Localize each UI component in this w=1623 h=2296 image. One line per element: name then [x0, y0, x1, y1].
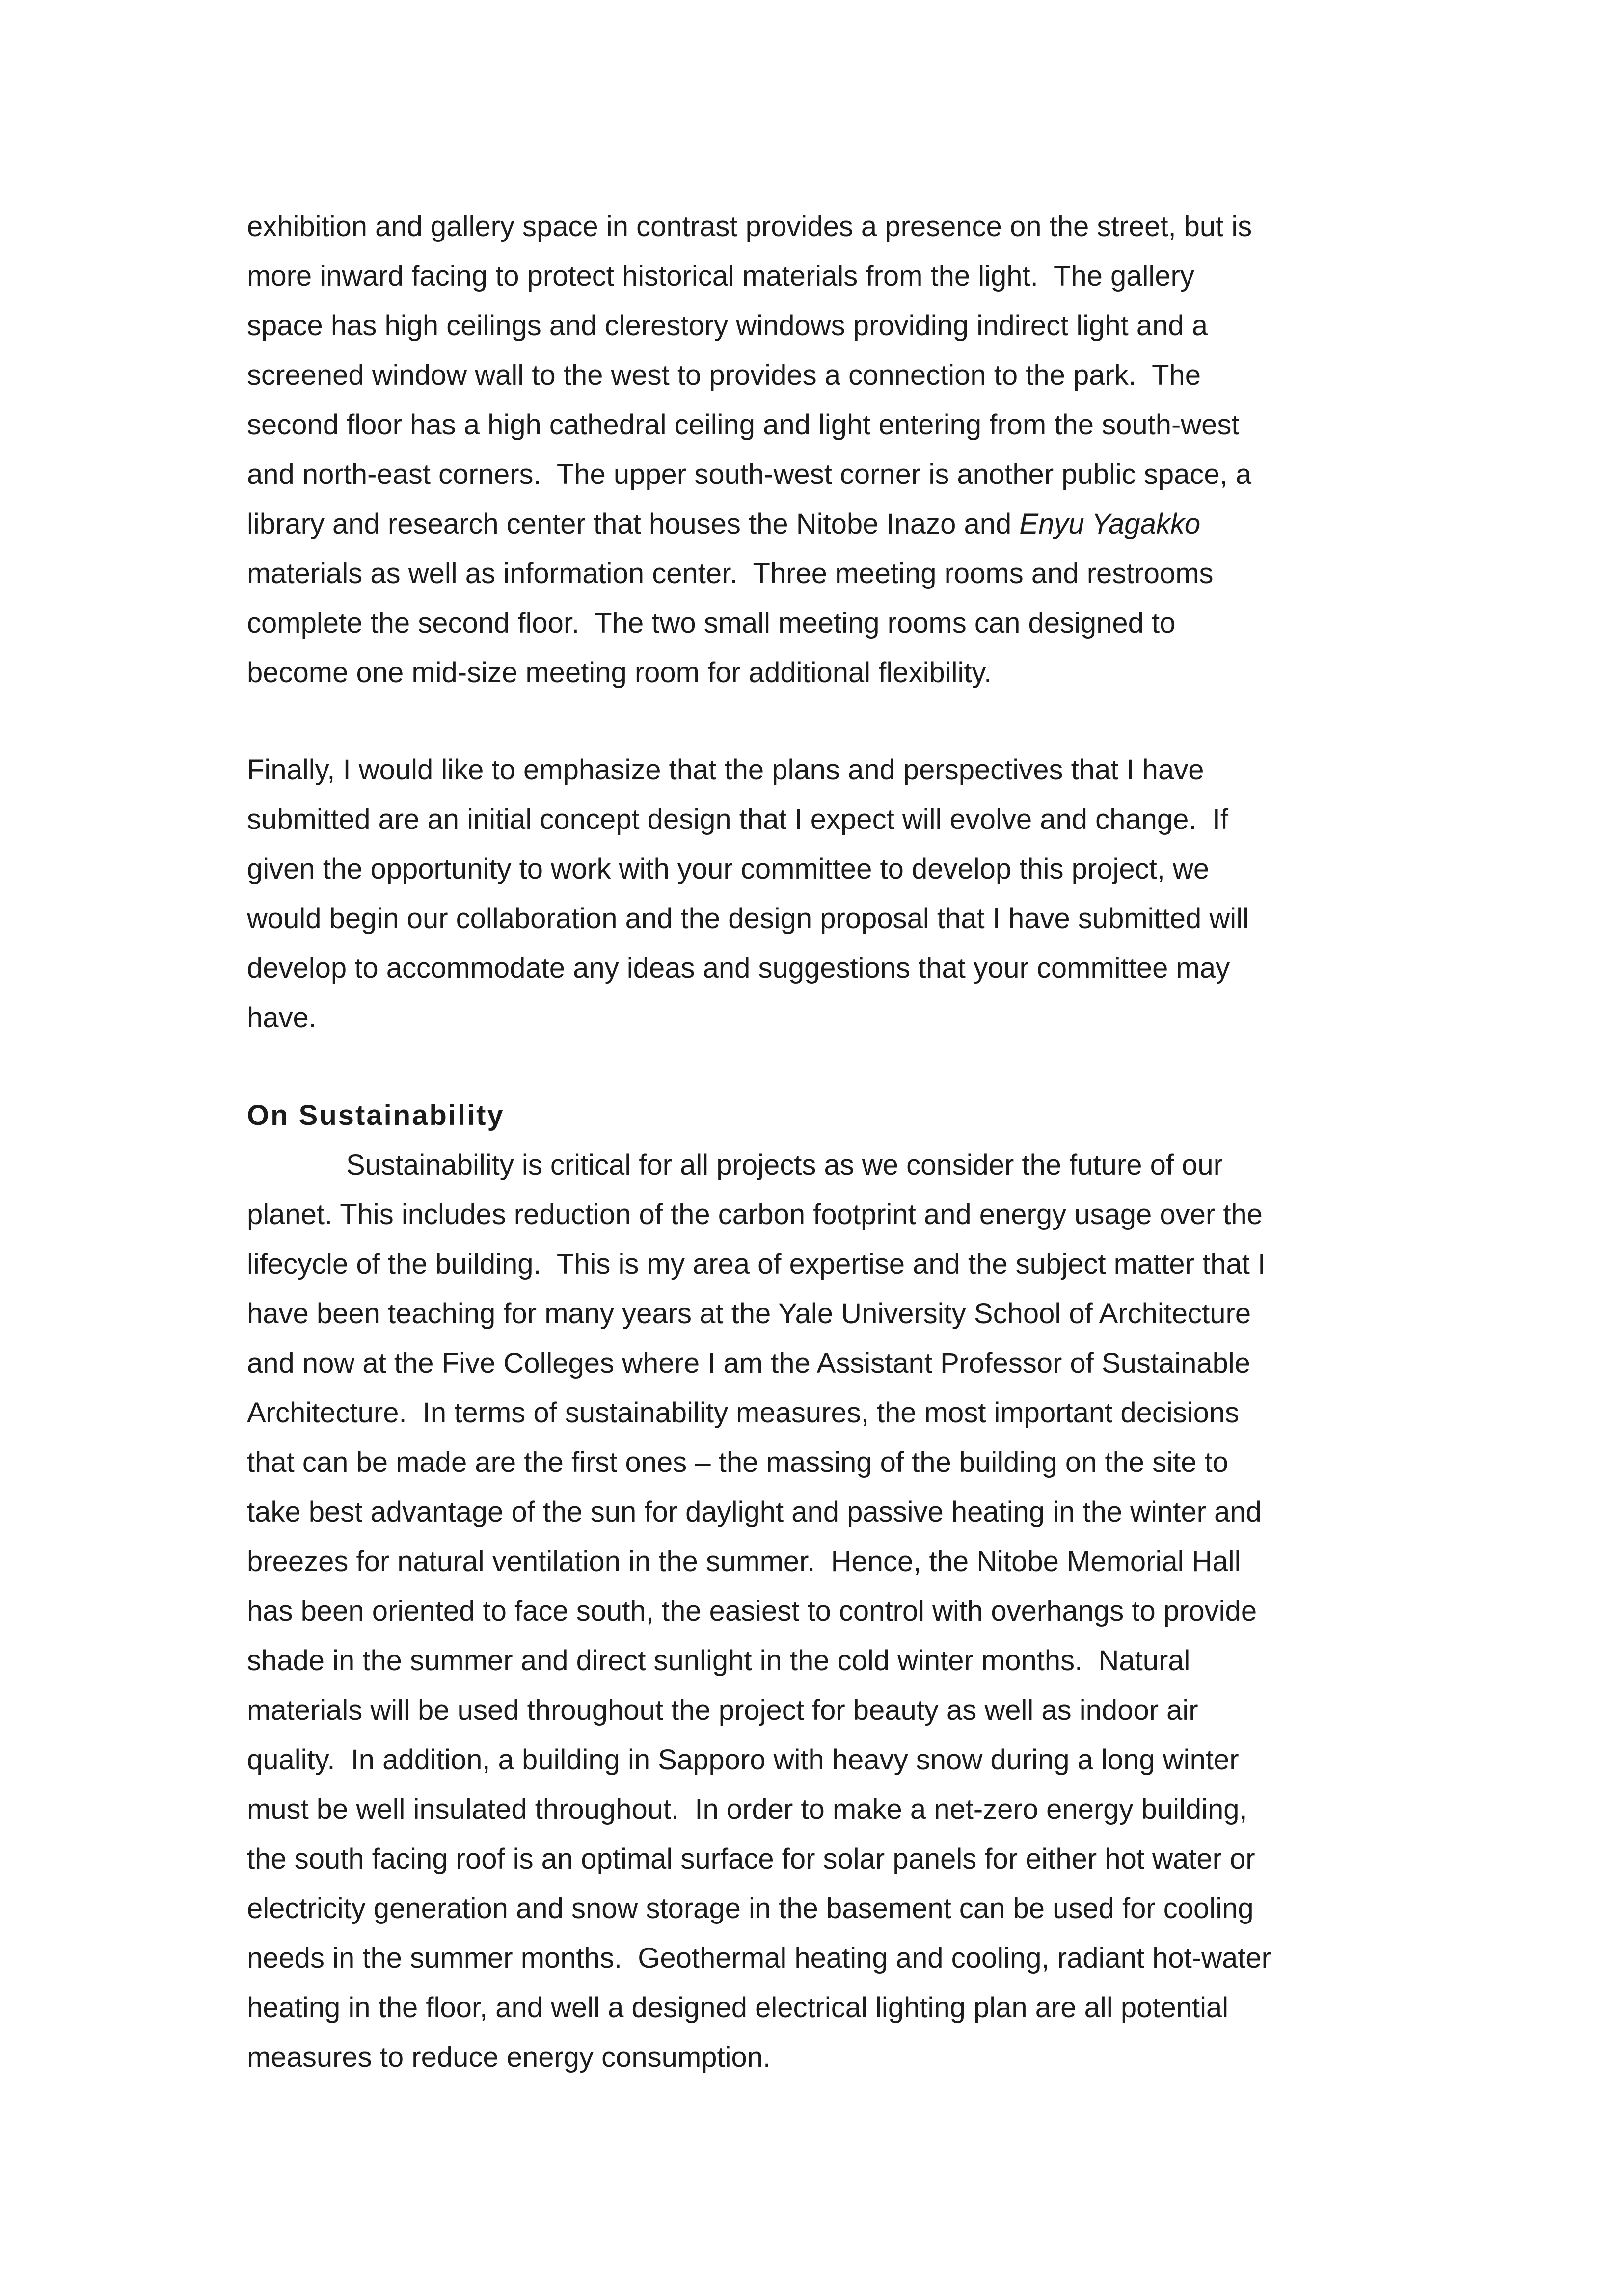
text-line: Finally, I would like to emphasize that the plans and perspectives that I have [247, 754, 1204, 786]
section-heading: On Sustainability [247, 1099, 505, 1131]
text-line: materials as well as information center. Three meeting rooms and restrooms [247, 558, 1214, 589]
text-run: library and research center that houses the Nitobe Inazo and [247, 508, 1020, 540]
text-line: heating in the floor, and well a designed electrical lighting plan are all potential [247, 1992, 1229, 2024]
text-line: more inward facing to protect historical materials from the light. The gallery [247, 260, 1194, 292]
text-line: and north-east corners. The upper south-west corner is another public space, a [247, 458, 1252, 490]
text-line: space has high ceilings and clerestory windows providing indirect light and a [247, 310, 1208, 342]
text-line: must be well insulated throughout. In order to make a net-zero energy building, [247, 1793, 1247, 1825]
text-line: that can be made are the first ones – the massing of the building on the site to [247, 1446, 1229, 1478]
text-line: given the opportunity to work with your committee to develop this project, we [247, 853, 1210, 885]
text-line: have been teaching for many years at the Yale University School of Architecture [247, 1298, 1251, 1330]
text-line: submitted are an initial concept design that I expect will evolve and change. If [247, 803, 1228, 835]
text-line: quality. In addition, a building in Sapporo with heavy snow during a long winter [247, 1744, 1239, 1776]
text-line: would begin our collaboration and the design proposal that I have submitted will [247, 903, 1249, 934]
text-line: complete the second floor. The two small meeting rooms can designed to [247, 607, 1176, 639]
text-line: second floor has a high cathedral ceiling and light entering from the south-west [247, 409, 1240, 441]
text-line: Sustainability is critical for all projects as we consider the future of our [346, 1149, 1223, 1181]
text-line [247, 499, 1391, 549]
italic-term: Enyu Yagakko [1019, 508, 1201, 540]
text-line: develop to accommodate any ideas and suggestions that your committee may [247, 952, 1230, 984]
text-line: the south facing roof is an optimal surface for solar panels for either hot water or [247, 1843, 1255, 1875]
text-line: planet. This includes reduction of the carbon footprint and energy usage over the [247, 1199, 1263, 1230]
text-line: lifecycle of the building. This is my area of expertise and the subject matter that I [247, 1248, 1266, 1280]
text-line: shade in the summer and direct sunlight in the cold winter months. Natural [247, 1645, 1190, 1677]
text-line: breezes for natural ventilation in the summer. Hence, the Nitobe Memorial Hall [247, 1546, 1241, 1577]
gallery-description-paragraph [247, 202, 1391, 697]
closing-paragraph [247, 745, 1391, 1042]
text-line: needs in the summer months. Geothermal heating and cooling, radiant hot-water [247, 1942, 1271, 1974]
sustainability-paragraph [247, 1140, 1391, 2082]
text-line: have. [247, 1002, 317, 1034]
text-line: measures to reduce energy consumption. [247, 2041, 771, 2073]
text-line: take best advantage of the sun for daylight and passive heating in the winter and [247, 1496, 1262, 1528]
text-line: Architecture. In terms of sustainability measures, the most important decisions [247, 1397, 1240, 1429]
text-line: become one mid-size meeting room for additional flexibility. [247, 657, 992, 689]
text-line: screened window wall to the west to provides a connection to the park. The [247, 359, 1201, 391]
text-line: exhibition and gallery space in contrast provides a presence on the street, but is [247, 211, 1252, 242]
text-line: and now at the Five Colleges where I am the Assistant Professor of Sustainable [247, 1347, 1250, 1379]
text-line: materials will be used throughout the project for beauty as well as indoor air [247, 1694, 1198, 1726]
text-line: has been oriented to face south, the easiest to control with overhangs to provide [247, 1595, 1257, 1627]
text-line: electricity generation and snow storage in the basement can be used for cooling [247, 1893, 1254, 1924]
